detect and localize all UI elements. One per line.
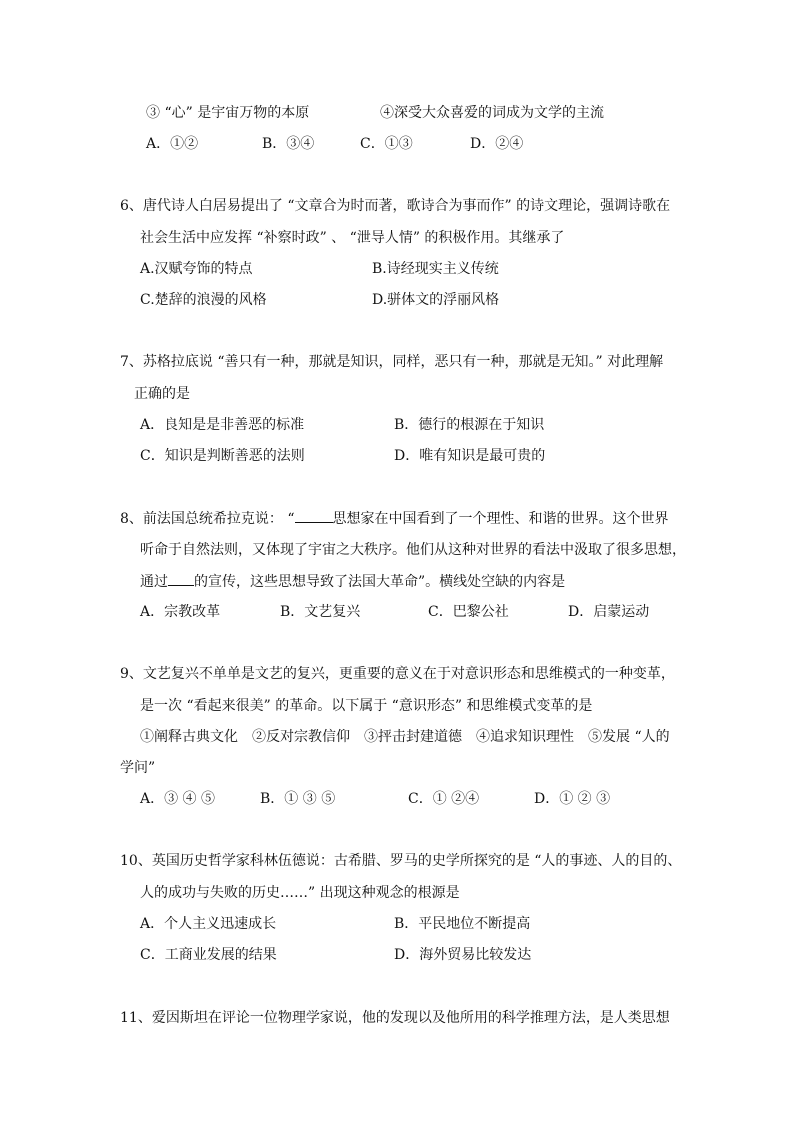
q9-items-line-2: 学问”: [120, 760, 156, 776]
q5-item-4: ④深受大众喜爱的词成为文学的主流: [380, 105, 604, 121]
q11-stem-line-1: 11、爱因斯坦在评论一位物理学家说，他的发现以及他所用的科学推理方法，是人类思想: [120, 1010, 670, 1026]
q9-option-c: C．① ②④: [408, 791, 480, 807]
q7-option-c: C．知识是判断善恶的法则: [140, 448, 305, 464]
q8-option-c: C．巴黎公社: [428, 604, 509, 620]
q10-stem-line-1: 10、英国历史哲学家科林伍德说：古希腊、罗马的史学所探究的是 “人的事迹、人的目的、: [120, 853, 682, 869]
q7-stem-line-2: 正确的是: [134, 386, 190, 402]
q8-stem-line-3-end: 的宣传，这些思想导致了法国大革命”。横线处空缺的内容是: [194, 574, 566, 590]
q8-stem-line-1-start: 8、前法国总统希拉克说： “: [120, 511, 295, 527]
q5-option-a: A．①②: [146, 136, 199, 152]
q7-option-d: D．唯有知识是最可贵的: [394, 448, 546, 464]
q8-blank-1: [295, 508, 333, 523]
q10-option-c: C．工商业发展的结果: [140, 947, 277, 963]
q10-option-a: A．个人主义迅速成长: [140, 916, 277, 932]
q8-stem-line-1-end: 思想家在中国看到了一个理性、和谐的世界。这个世界: [332, 511, 669, 527]
q8-stem-line-3-start: 通过: [140, 574, 168, 590]
q5-option-d: D．②④: [470, 136, 524, 152]
q9-items-line: ①阐释古典文化 ②反对宗教信仰 ③抨击封建道德 ④追求知识理性 ⑤发展 “人的: [140, 729, 670, 745]
q6-option-b: B.诗经现实主义传统: [372, 261, 499, 277]
q6-option-d: D.骈体文的浮丽风格: [372, 292, 500, 308]
q8-option-a: A．宗教改革: [140, 604, 221, 620]
q7-option-b: B．德行的根源在于知识: [394, 417, 545, 433]
q6-stem-line-2: 社会生活中应发挥 “补察时政” 、 “泄导人情” 的积极作用。其继承了: [140, 230, 565, 246]
q8-stem-line-1: [120, 508, 669, 529]
q9-stem-line-1: 9、文艺复兴不单单是文艺的复兴，更重要的意义在于对意识形态和思维模式的一种变革，: [120, 666, 675, 682]
q8-stem-line-2: 听命于自然法则，又体现了宇宙之大秩序。他们从这种对世界的看法中汲取了很多思想，: [140, 542, 686, 558]
q8-stem-line-3: [140, 571, 565, 592]
q6-option-c: C.楚辞的浪漫的风格: [140, 292, 267, 308]
q9-stem-line-2: 是一次 “看起来很美” 的革命。以下属于 “意识形态” 和思维模式变革的是: [140, 698, 593, 714]
q5-option-b: B．③④: [262, 136, 315, 152]
q7-option-a: A．良知是是非善恶的标准: [140, 417, 305, 433]
q6-option-a: A.汉赋夸饰的特点: [140, 261, 253, 277]
q10-stem-line-2: 人的成功与失败的历史……” 出现这种观念的根源是: [140, 885, 460, 901]
q7-stem-line-1: 7、苏格拉底说 “善只有一种，那就是知识，同样，恶只有一种，那就是无知。” 对此理解: [120, 354, 664, 370]
q9-option-b: B．① ③ ⑤: [260, 791, 336, 807]
q8-option-b: B．文艺复兴: [280, 604, 361, 620]
q10-option-b: B．平民地位不断提高: [394, 916, 531, 932]
q8-blank-2: [168, 571, 194, 586]
q8-option-d: D．启蒙运动: [568, 604, 650, 620]
q9-option-d: D．① ② ③: [534, 791, 611, 807]
q10-option-d: D．海外贸易比较发达: [394, 947, 532, 963]
q5-item-3: ③ “心” 是宇宙万物的本原: [146, 105, 310, 121]
q6-stem-line-1: 6、唐代诗人白居易提出了 “文章合为时而著，歌诗合为事而作” 的诗文理论，强调诗歌在: [120, 198, 671, 214]
q5-option-c: C．①③: [360, 136, 413, 152]
q9-option-a: A．③ ④ ⑤: [140, 791, 216, 807]
